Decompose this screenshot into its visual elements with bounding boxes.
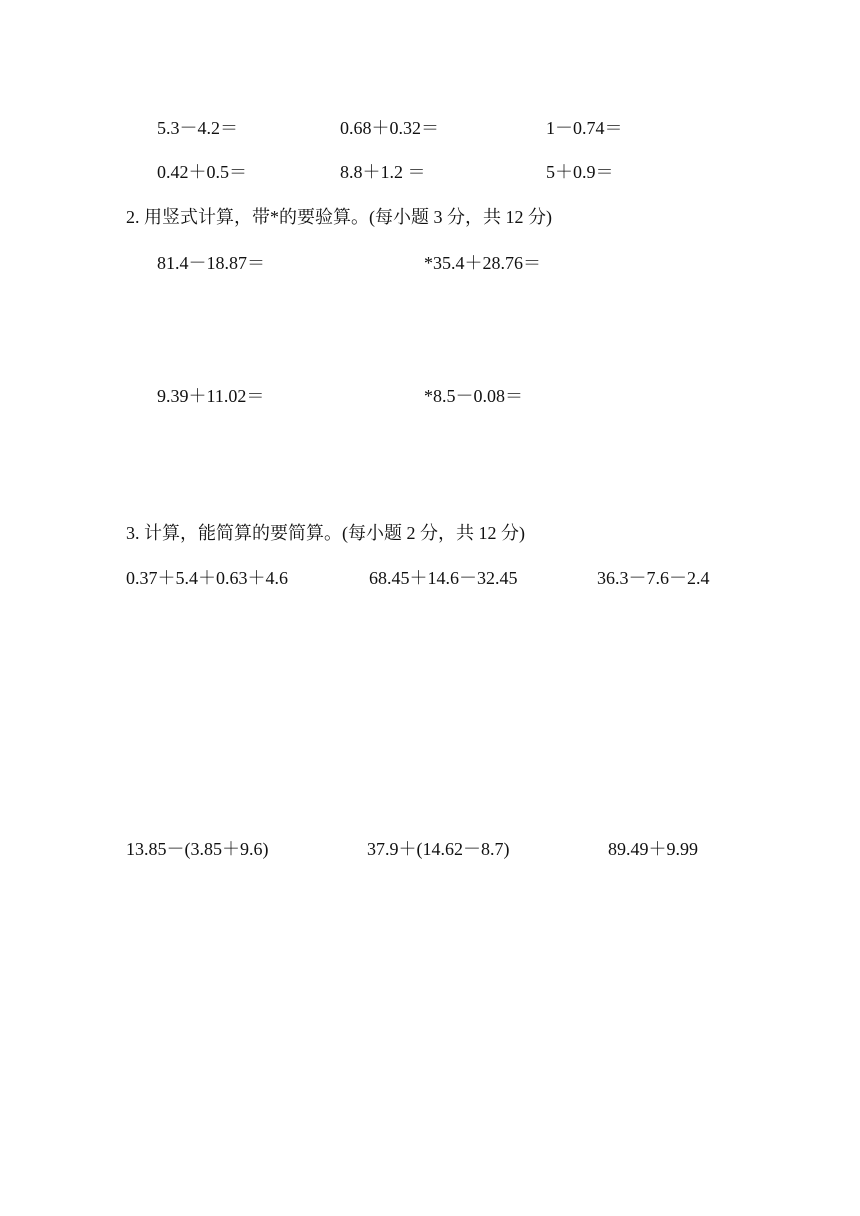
- problem-2-3: 9.39＋11.02＝: [157, 386, 265, 406]
- problem-2-4: *8.5－0.08＝: [424, 386, 523, 406]
- problem-2-2: *35.4＋28.76＝: [424, 253, 541, 273]
- problem-2-1: 81.4－18.87＝: [157, 253, 265, 273]
- problem-3-6: 89.49＋9.99: [608, 839, 698, 859]
- problem-3-3: 36.3－7.6－2.4: [597, 568, 710, 588]
- problem-3-2: 68.45＋14.6－32.45: [369, 568, 518, 588]
- problem-1-5: 8.8＋1.2 ＝: [340, 162, 426, 182]
- problem-1-6: 5＋0.9＝: [546, 162, 614, 182]
- problem-1-4: 0.42＋0.5＝: [157, 162, 247, 182]
- problem-1-1: 5.3－4.2＝: [157, 118, 238, 138]
- section-2-heading: 2. 用竖式计算，带*的要验算。(每小题 3 分，共 12 分): [126, 207, 552, 227]
- problem-3-1: 0.37＋5.4＋0.63＋4.6: [126, 568, 288, 588]
- problem-1-2: 0.68＋0.32＝: [340, 118, 439, 138]
- problem-3-5: 37.9＋(14.62－8.7): [367, 839, 510, 859]
- problem-3-4: 13.85－(3.85＋9.6): [126, 839, 269, 859]
- problem-1-3: 1－0.74＝: [546, 118, 623, 138]
- section-3-heading: 3. 计算，能简算的要简算。(每小题 2 分，共 12 分): [126, 523, 525, 543]
